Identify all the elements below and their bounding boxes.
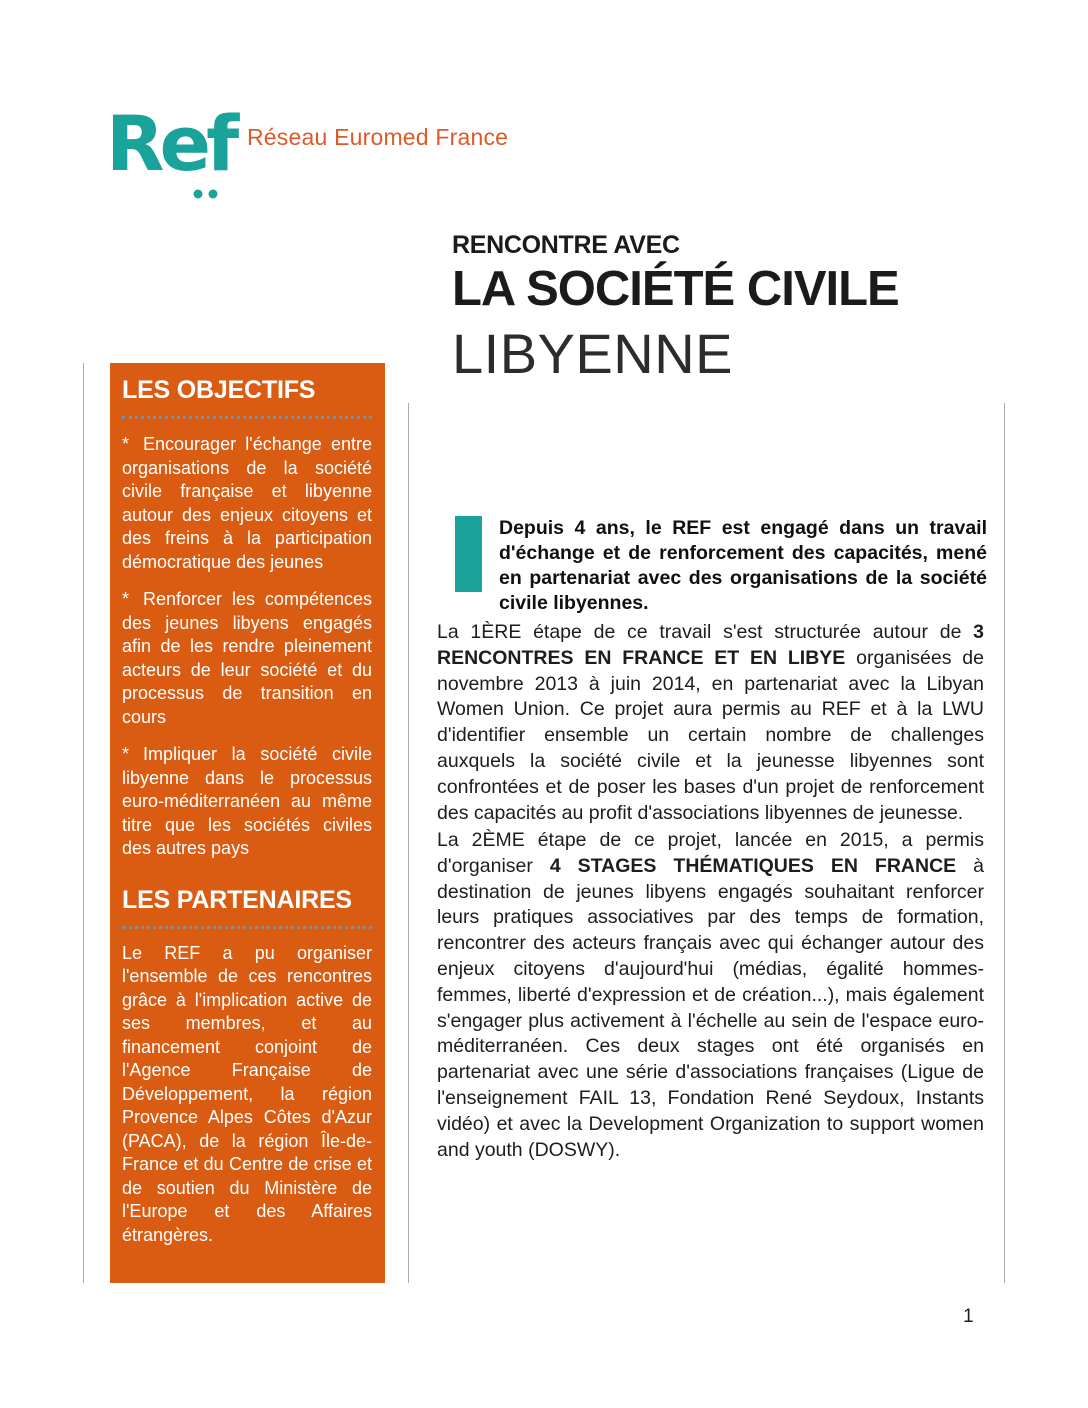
sidebar bbox=[110, 363, 385, 1283]
ref-logo-mark bbox=[104, 90, 254, 220]
title-line-1: LA SOCIÉTÉ CIVILE bbox=[452, 261, 899, 316]
objective-item bbox=[122, 588, 372, 729]
logo-dot bbox=[194, 190, 203, 199]
svg-text:Ref: Ref bbox=[106, 99, 235, 188]
column-guide-line-right bbox=[1004, 403, 1005, 1283]
objective-text: Encourager l'échange entre organisations de la société civile française et libyenne autour des enjeux citoyens et des freins à la participation démocratique des jeunes bbox=[122, 434, 372, 572]
text-segment: à destination de jeunes libyens engagés souhaitant renforcer leurs pratiques associatives par des temps de formation, rencontrer des acteurs français avec qui échanger autour des enjeux citoyens d'aujourd'hui (médias, égalité hommes-femmes, liberté d'expression et de création...), mais également s'engager plus activement à l'échelle au sein de l'espace euro-méditerranéen. Ces deux stages ont été organisés en partenariat avec une série d'associations françaises (Ligue de l'enseignement FAIL 13, Fondation René Seydoux, Instants vidéo) et avec la Development Organization to support women and youth (DOSWY). bbox=[437, 854, 985, 1161]
page-number: 1 bbox=[963, 1306, 974, 1327]
bullet-marker: * bbox=[122, 744, 130, 764]
document-title bbox=[452, 232, 1012, 384]
organization-name: Réseau Euromed France bbox=[247, 124, 509, 150]
partners-paragraph: Le REF a pu organiser l'ensemble de ces rencontres grâce à l'implication active de ses membres, et au financement conjoint de l'Agence Française de Développement, la région Provence Alpes Côtes d'Azur (PACA), de la région Île-de-France et du Centre de crise et de soutien du Ministère de l'Europe et des Affaires étrangères. bbox=[122, 942, 372, 1245]
objective-text: Renforcer les compétences des jeunes libyens engagés afin de les rendre pleinement acteurs de leur société et du processus de transition en cours bbox=[122, 589, 372, 727]
body-paragraph bbox=[437, 620, 984, 826]
objective-item bbox=[122, 433, 372, 574]
column-guide-line-middle bbox=[408, 403, 409, 1283]
text-segment: La 2ÈME étape de ce projet, lancée en 2015, a permis d'organiser bbox=[437, 829, 984, 877]
bold-text-segment: 4 STAGES THÉMATIQUES EN FRANCE bbox=[549, 854, 957, 877]
title-line-2: LIBYENNE bbox=[452, 321, 733, 385]
text-segment: La 1ÈRE étape de ce travail s'est structurée autour de bbox=[437, 621, 974, 643]
sidebar-heading-partenaires: LES PARTENAIRES bbox=[122, 885, 352, 914]
column-guide-line-left bbox=[83, 363, 84, 1283]
sidebar-heading-objectifs: LES OBJECTIFS bbox=[122, 376, 316, 404]
dotted-divider bbox=[122, 416, 372, 419]
bullet-marker: * bbox=[122, 434, 130, 454]
ref-logo bbox=[104, 90, 524, 220]
title-kicker: RENCONTRE AVEC bbox=[452, 231, 680, 259]
bullet-marker: * bbox=[122, 589, 130, 609]
objective-item bbox=[122, 743, 372, 861]
objective-text: Impliquer la société civile libyenne dans le processus euro-méditerranéen au même titre que les sociétés civiles des autres pays bbox=[122, 744, 372, 858]
body-paragraph bbox=[437, 828, 984, 1163]
intro-block bbox=[455, 516, 987, 616]
objectives-list bbox=[122, 433, 372, 861]
text-segment: organisées de novembre 2013 à juin 2014, en partenariat avec la Libyan Women Union. Ce projet aura permis au REF et à la LWU d'identifier ensemble un certain nombre de challenges auxquels la société civile et la jeunesse libyennes sont confrontées et de poser les bases d'un projet de renforcement des capacités au profit d'associations libyennes de jeunesse. bbox=[437, 646, 984, 824]
intro-text: Depuis 4 ans, le REF est engagé dans un travail d'échange et de renforcement des capacités, mené en partenariat avec des organisations de la société civile libyennes. bbox=[499, 517, 987, 614]
teal-accent-bar bbox=[455, 516, 482, 592]
logo-dot bbox=[209, 190, 218, 199]
dotted-divider bbox=[122, 926, 372, 929]
bold-text-segment: 3 RENCONTRES EN FRANCE ET EN LIBYE bbox=[437, 621, 984, 669]
